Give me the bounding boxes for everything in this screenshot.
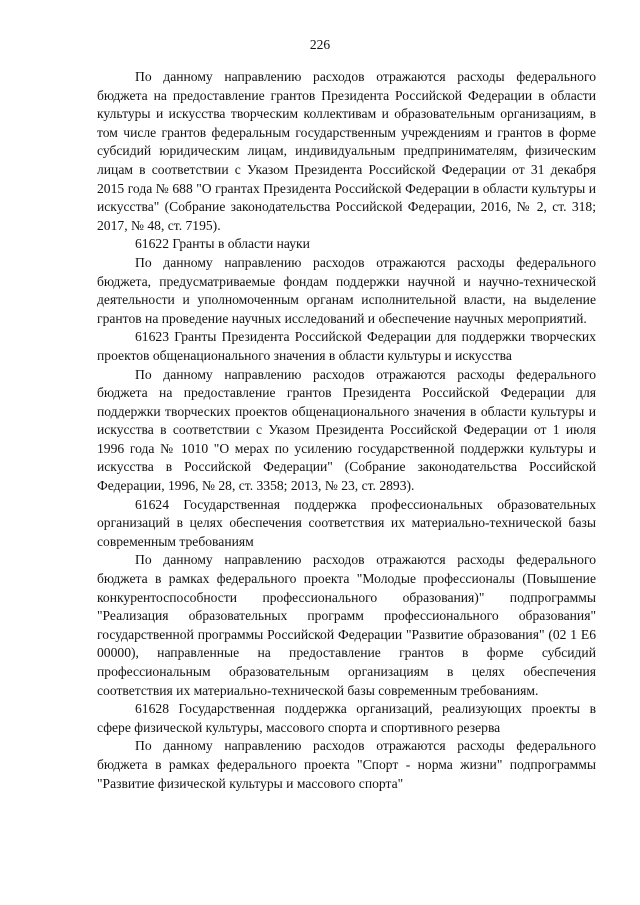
heading-61624: 61624 Государственная поддержка профессиональных образовательных организаций в целях обеспечения соответствия их материально-технической базы современным требованиям [97,496,596,549]
paragraph-61621-description: По данному направлению расходов отражаются расходы федерального бюджета на предоставление грантов Президента Российской Федерации в области культуры и искусства творческим коллективам и образовательным организациям, в том числе грантов федеральным государственным учреждениям и грантов в форме субсидий юридическим лицам, индивидуальным предпринимателям, физическим лицам в соответствии с Указом Президента Российской Федерации от 31 декабря 2015 года № 688 "О грантах Президента Российской Федерации в области культуры и искусства" (Собрание законодательства Российской Федерации, 2016, № 2, ст. 318; 2017, № 48, ст. 7195). [97,69,596,233]
paragraph-61622-description: По данному направлению расходов отражаются расходы федерального бюджета, предусматриваемые фондам поддержки научной и научно-технической деятельности и уполномоченным органам исполнительной власти, на выделение грантов на проведение научных исследований и обеспечение научных мероприятий. [97,254,596,326]
heading-61622: 61622 Гранты в области науки [135,236,310,252]
heading-61623: 61623 Гранты Президента Российской Федерации для поддержки творческих проектов общенационального значения в области культуры и искусства [97,329,596,363]
paragraph-61623-description: По данному направлению расходов отражаются расходы федерального бюджета на предоставление грантов Президента Российской Федерации для поддержки творческих проектов общенационального значения в области культуры и искусства в соответствии с Указом Президента Российской Федерации от 1 июля 1996 года № 1010 "О мерах по усилению государственной поддержки культуры и искусства в Российской Федерации" (Собрание законодательства Российской Федерации, 1996, № 28, ст. 3358; 2013, № 23, ст. 2893). [97,366,596,494]
document-body [97,68,596,793]
paragraph-61628-description: По данному направлению расходов отражаются расходы федерального бюджета в рамках федерального проекта "Спорт - норма жизни" подпрограммы "Развитие физической культуры и массового спорта" [97,738,596,791]
paragraph-61624-description: По данному направлению расходов отражаются расходы федерального бюджета в рамках федерального проекта "Молодые профессионалы (Повышение конкурентоспособности профессионального образования)" подпрограммы "Реализация образовательных программ профессионального образования" государственной программы Российской Федерации "Развитие образования" (02 1 Е6 00000), направленные на предоставление грантов в форме субсидий профессиональным образовательным организациям в целях обеспечения соответствия их материально-технической базы современным требованиям. [97,552,596,698]
page-number: 226 [309,37,331,52]
heading-61628: 61628 Государственная поддержка организаций, реализующих проекты в сфере физической культуры, массового спорта и спортивного резерва [97,701,596,735]
